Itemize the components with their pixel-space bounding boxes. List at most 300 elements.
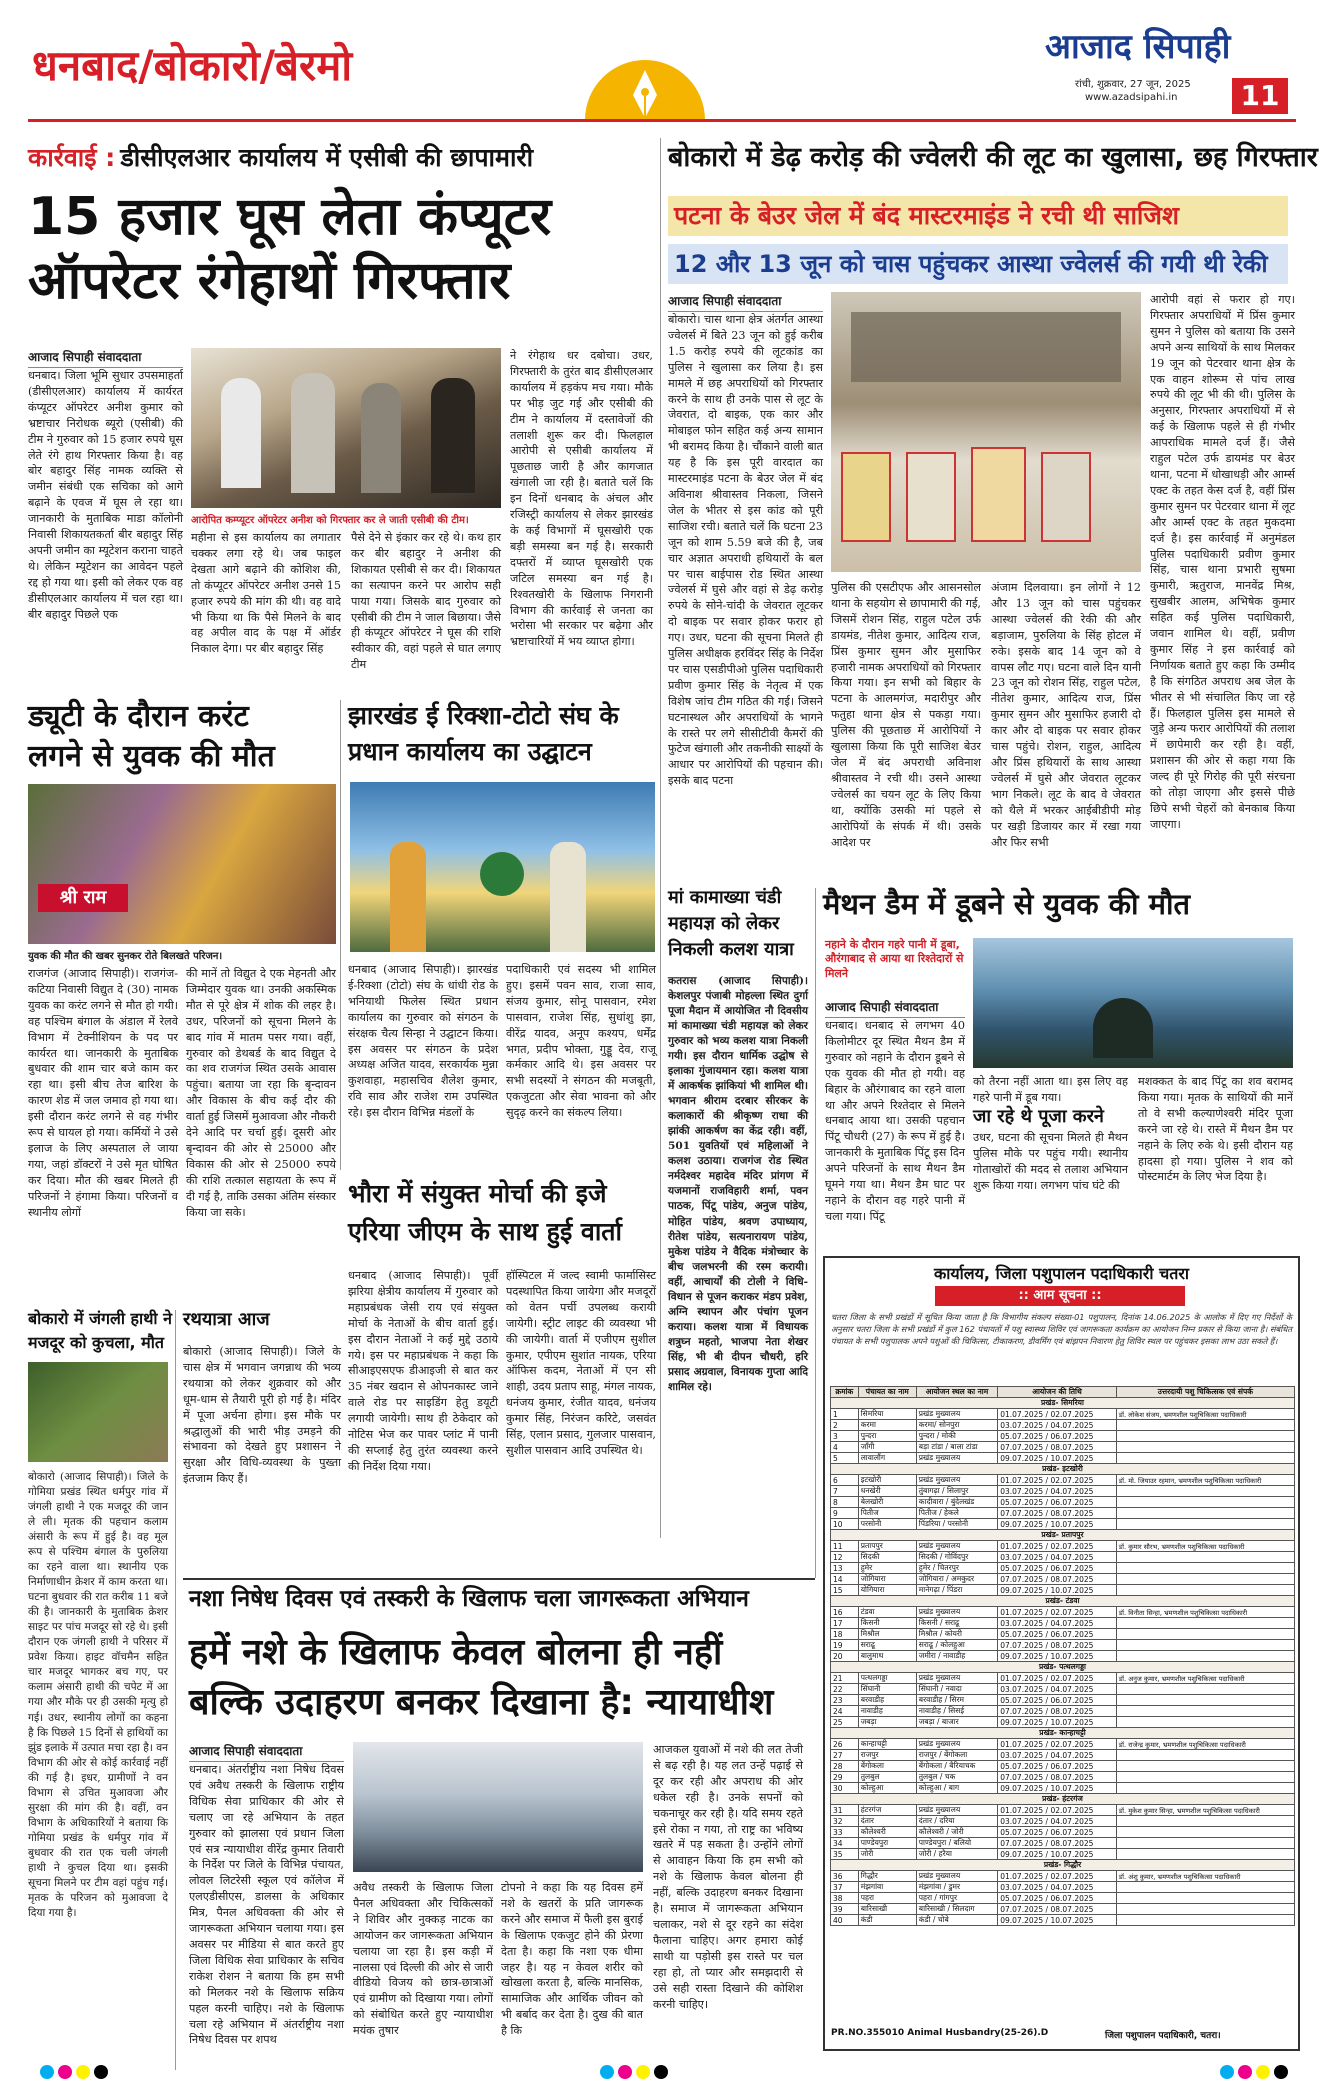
headline-line-1: भौरा में संयुक्त मोर्चा की इजे	[348, 1179, 607, 1208]
notice-table-cell: 07.07.2025 / 08.07.2025	[998, 1838, 1117, 1849]
notice-table-cell	[1116, 1761, 1294, 1772]
notice-table-cell: 26	[831, 1739, 859, 1750]
notice-table-cell: हंटरगंज	[858, 1805, 916, 1816]
notice-table-cell: 5	[831, 1453, 859, 1464]
notice-table-cell: 6	[831, 1475, 859, 1486]
headline-line-2: लगने से युवक की मौत	[28, 739, 275, 774]
notice-table-cell: करमा	[858, 1420, 916, 1431]
notice-table-row	[831, 1486, 1295, 1497]
byline: आजाद सिपाही संवाददाता	[668, 292, 823, 312]
story-bhaura-talks	[348, 1180, 658, 1575]
notice-table-cell: प्रखंड मुख्यालय	[916, 1739, 997, 1750]
notice-table-block-row	[831, 1398, 1295, 1409]
pen-nib-logo	[585, 40, 705, 120]
story-column-2: पदाधिकारी एवं सदस्य भी शामिल हुए। इसमें पवन साव, राजा साव, संजय कुमार, सोनू पासवान, रमेश पासवान, राजेश सिंह, सुधांशु झा, वीरेंद्र यादव, अनूप कश्यप, धर्मेंद्र भगत, प्रदीप भोक्ता, गुड्डू देव, राजू कर्मकार आदि थे। इस अवसर पर सभी सदस्यों ने संगठन की मजबूती, एकजुटता और सेवा भावना को और सुदृढ़ करने का संकल्प लिया।	[506, 963, 656, 1120]
notice-table-cell: 8	[831, 1497, 859, 1508]
notice-table-cell: 03.07.2025 / 04.07.2025	[998, 1816, 1117, 1827]
notice-table-cell: बरवाडीह	[858, 1695, 916, 1706]
notice-block-name: प्रखंड- सिमरिया	[831, 1398, 1295, 1409]
notice-table-cell: 4	[831, 1442, 859, 1453]
notice-table-cell: 03.07.2025 / 04.07.2025	[998, 1486, 1117, 1497]
notice-table-cell: 33	[831, 1827, 859, 1838]
notice-table-row	[831, 1607, 1295, 1618]
notice-table-row	[831, 1739, 1295, 1750]
story-column-4: आजकल युवाओं में नशे की लत तेजी से बढ़ रही है। यह लत उन्हें पढ़ाई से दूर कर रही और अपराध की ओर धकेल रही है। उनके सपनों को चकनाचूर कर रही है। यदि समय रहते इसे रोका न गया, तो राष्ट्र का भविष्य खतरे में पड़ सकता है। उन्होंने लोगों से आवाहन किया कि हम सभी को नशे के खिलाफ केवल बोलना ही नहीं, बल्कि उदाहरण बनकर दिखाना है। समाज में जागरूकता अभियान चलाकर, नशे से दूर रहने का संदेश फैलाना चाहिए। अगर हमारा कोई साथी या पड़ोसी इस रास्ते पर चल रहा हो, तो प्यार और समझदारी से उसे सही रास्ता दिखाने की कोशिश करनी चाहिए।	[653, 1743, 803, 2011]
notice-table-row	[831, 1849, 1295, 1860]
notice-table-cell: 01.07.2025 / 02.07.2025	[998, 1409, 1117, 1420]
story-acb-raid	[28, 140, 653, 685]
elephant-victim-photo	[28, 1362, 168, 1462]
headline-line-2: बल्कि उदाहरण बनकर दिखाना है: न्यायाधीश	[189, 1682, 774, 1723]
notice-table-cell	[1116, 1893, 1294, 1904]
notice-table-row	[831, 1497, 1295, 1508]
notice-table-cell	[1116, 1684, 1294, 1695]
notice-table-cell: 35	[831, 1849, 859, 1860]
headline-line-1: 15 हजार घूस लेता कंप्यूटर	[28, 187, 552, 247]
notice-table-header: आयोजन स्थल का नाम	[916, 1387, 997, 1398]
notice-table-header: आयोजन की तिथि	[998, 1387, 1117, 1398]
notice-table-cell: पहरा	[858, 1893, 916, 1904]
notice-table-cell	[1116, 1453, 1294, 1464]
notice-table-cell: 07.07.2025 / 08.07.2025	[998, 1904, 1117, 1915]
notice-table-cell	[1116, 1431, 1294, 1442]
notice-table-row	[831, 1838, 1295, 1849]
story-column-1: राजगंज (आजाद सिपाही)। राजगंज-कटिया निवासी विद्युत दे (30) नामक युवक का करंट लगने से मौत हो गयी। वह पश्चिम बंगाल के अंडाल में रेलवे विभाग में टेक्नीशियन के पद पर कार्यरत था। जानकारी के मुताबिक बुधवार की शाम चार बजे काम कर रहा था। इसी बीच तेज बारिश के कारण शेड में जल जमाव हो गया था। इसी दौरान करंट लगने से वह गंभीर रूप से घायल हो गया। कर्मियों ने उसे इलाज के लिए अस्पताल ले जाया गया, जहां डॉक्टरों ने उसे मृत घोषित कर दिया। मौत की खबर मिलते ही परिजनों ने हंगामा किया। परिजनों व स्थानीय लोगों	[28, 967, 178, 1219]
masthead	[0, 0, 1325, 120]
notice-table-cell: कादीवारा / बुंदेलखंड	[916, 1497, 997, 1508]
notice-table-cell	[1116, 1563, 1294, 1574]
notice-table-cell: 28	[831, 1761, 859, 1772]
notice-table-cell: डॉ. कुमार सौरभ, भ्रमणशील पशुचिकित्सा पदाधिकारी	[1116, 1541, 1294, 1552]
notice-table-cell	[1116, 1585, 1294, 1596]
notice-table-row	[831, 1717, 1295, 1728]
story-column-4: आरोपी वहां से फरार हो गए। गिरफ्तार अपराधियों में प्रिंस कुमार सुमन ने पुलिस को बताया कि उसने अपने अन्य साथियों के साथ मिलकर 19 जून को पेटरवार थाना क्षेत्र के एक वाहन शोरूम से पांच लाख रुपये की लूट भी की थी। पुलिस के अनुसार, गिरफ्तार अपराधियों में से कई के खिलाफ पहले से ही गंभीर आपराधिक मामले दर्ज हैं। जैसे राहुल पटेल उर्फ डायमंड पर बेउर थाना, पटना में धोखाधड़ी और आर्म्स एक्ट के तहत केस दर्ज है, वहीं प्रिंस कुमार सुमन पर पेटरवार थाना में लूट और आर्म्स एक्ट के तहत मुकदमा दर्ज है। इस कार्रवाई में अनुमंडल पुलिस पदाधिकारी प्रवीण कुमार सिंह, चास थाना प्रभारी सुषमा कुमारी, ऋतुराज, मानवेंद्र मिश्र, सुखबीर आलम, अभिषेक कुमार सहित कई पुलिस पदाधिकारी, जवान शामिल थे। वहीं, प्रवीण कुमार सिंह ने इस कार्रवाई को निर्णायक बताते हुए कहा कि उम्मीद है कि संगठित अपराध अब जेल के भीतर से भी संचालित किए जा रहे हैं। फिलहाल पुलिस इस मामले से जुड़े अन्य फरार आरोपियों की तलाश में छापेमारी कर रही है। वहीं, प्रशासन की ओर से कहा गया कि जल्द ही पूरे गिरोह की पूरी संरचना को तोड़ा जाएगा और इससे पीछे छिपे सभी चेहरों को बेनकाब किया जाएगा।	[1150, 293, 1295, 831]
notice-table-row	[831, 1882, 1295, 1893]
notice-table-cell: तुंबागढ़ा / सिलापुर	[916, 1486, 997, 1497]
notice-block-name: प्रखंड- कान्हाचट्टी	[831, 1728, 1295, 1739]
notice-table-cell: तुलबुल	[858, 1772, 916, 1783]
notice-table-row	[831, 1552, 1295, 1563]
notice-table-cell: 13	[831, 1563, 859, 1574]
acb-arrest-photo	[191, 348, 501, 508]
notice-table-cell	[1116, 1849, 1294, 1860]
notice-table-cell: डॉ. अंशु कुमार, भ्रमणशील पशुचिकित्सा पदाधिकारी	[1116, 1871, 1294, 1882]
notice-table-cell: 09.07.2025 / 10.07.2025	[998, 1453, 1117, 1464]
notice-pr-number: PR.NO.355010 Animal Husbandry(25-26).D	[831, 2028, 1049, 2038]
notice-table-row	[831, 1816, 1295, 1827]
notice-table-cell: पुन्दरा / मोकी	[916, 1431, 997, 1442]
notice-table-row	[831, 1640, 1295, 1651]
notice-table-cell: 10	[831, 1519, 859, 1530]
notice-table-row	[831, 1706, 1295, 1717]
notice-table-cell: किसनी / सराढू	[916, 1618, 997, 1629]
story-column-2: अवैध तस्करी के खिलाफ जिला पैनल अधिवक्ता और चिकित्सकों ने शिविर और नुक्कड़ नाटक का आयोजन कर जागरूकता अभियान चलाया जा रहा है। इस कड़ी में नालसा एवं दिल्ली की ओर से जारी वीडियो विजय को छात्र-छात्राओं एवं ग्रामीण को दिखाया गया। लोगों को संबोधित करते हुए न्यायाधीश मयंक तुषार	[353, 1881, 493, 2038]
notice-table-cell: 3	[831, 1431, 859, 1442]
story-column-1: कतरास (आजाद सिपाही)। केशलपुर पंजाबी मोहल्ला स्थित दुर्गा पूजा मैदान में आयोजित नौ दिवसीय मां कामाख्या चंडी महायज्ञ को लेकर गुरुवार को भव्य कलश यात्रा निकली गयी। इस दौरान धार्मिक उद्घोष से इलाका गुंजायमान रहा। कलश यात्रा में आकर्षक झांकियां भी शामिल थी। भगवान श्रीराम दरबार सीरकर के कलाकारों की श्रीकृष्ण राधा की झांकी आकर्षण का केंद्र रही। वहीं, 501 युवतियों एवं महिलाओं ने कलश उठाया। राजगंज रोड स्थित नर्मदेश्वर महादेव मंदिर प्रांगण में यजमानों राजविहारी शर्मा, पवन पाठक, पिंटू पांडेय, अनुज पांडेय, मोहित पांडेय, श्रवण उपाध्याय, रीतेश पांडेय, सत्यनारायण पांडेय, मुकेश पांडेय ने वैदिक मंत्रोच्चार के बीच जलभरनी की रस्म करायी। वहीं, आचार्यों की टोली ने विधि-विधान से पूजन कराकर मंडप प्रवेश, अग्नि स्थापन और पंचांग पूजन कराया। कलश यात्रा में विधायक शत्रुघ्न महतो, भाजपा नेता शेखर सिंह, भी बी दीपन चौधरी, हरि प्रसाद अग्रवाल, विनायक गुप्ता आदि शामिल रहे।	[668, 975, 808, 1393]
notice-table-row	[831, 1761, 1295, 1772]
notice-table-cell: 7	[831, 1486, 859, 1497]
notice-block-name: प्रखंड- प्रतापपुर	[831, 1530, 1295, 1541]
notice-block-name: प्रखंड- गिद्धौर	[831, 1860, 1295, 1871]
notice-table-row	[831, 1904, 1295, 1915]
notice-table-cell: हुमेर / चितरपुर	[916, 1563, 997, 1574]
notice-table-cell: कौलेश्वरी / जोरी	[916, 1827, 997, 1838]
paper-name: आजाद सिपाही	[1045, 27, 1231, 67]
notice-table-cell: जोगियारा / अमकुदर	[916, 1574, 997, 1585]
headline-line-1: झारखंड ई रिक्शा-टोटो संघ के	[348, 701, 619, 730]
story-column-3: पैसे देने से इंकार कर रहे थे। कथ हार कर बीर बहादुर ने अनीश की शिकायत एसीबी से कर दी। शिकायत का सत्यापन करने पर आरोप सही पाया गया। जिसके बाद गुरुवार को एसीबी की टीम ने जाल बिछाया। जैसे ही कंप्यूटर ऑपरेटर ने घूस की राशि स्वीकार की, वहां पहले से घात लगाए टीम	[351, 531, 501, 672]
notice-table-block-row	[831, 1596, 1295, 1607]
notice-table-row	[831, 1431, 1295, 1442]
story-maithon-drowning	[823, 888, 1300, 1248]
notice-table-cell: मिश्रौल	[858, 1629, 916, 1640]
notice-table-block-row	[831, 1464, 1295, 1475]
notice-table-cell: धनखेरी	[858, 1486, 916, 1497]
notice-table-cell: जोगियारा	[858, 1574, 916, 1585]
page-number: 11	[1232, 78, 1288, 114]
notice-signature: जिला पशुपालन पदाधिकारी, चतरा।	[1105, 2031, 1221, 2041]
notice-table-cell: 07.07.2025 / 08.07.2025	[998, 1574, 1117, 1585]
notice-table-cell: प्रतापपुर	[858, 1541, 916, 1552]
story-kalash-yatra	[668, 888, 808, 1578]
story-column-3: अंजाम दिलवाया। इन लोगों ने 12 और 13 जून को चास पहुंचकर आस्था ज्वेलर्स की रेकी की और बड़ाजाम, पुरुलिया के सिंह होटल में रुके। इसके बाद 14 जून को वे वापस लौट गए। घटना वाले दिन यानी 23 जून को रोशन सिंह, राहुल पटेल, नीतेश कुमार, आदित्य राज, प्रिंस कुमार सुमन और मुसाफिर हजारी दो कार और दो बाइक पर सवार होकर चास पहुंचे। रोशन, राहुल, आदित्य और प्रिंस हथियारों के साथ आस्था ज्वेलर्स में घुसे और जेवरात लूटकर भाग निकले। लूट के बाद वे जेवरात को थैले में भरकर आईबीडीपी मोड़ पर खड़ी डिजायर कार में रखा गया और फिर सभी	[991, 581, 1141, 849]
notice-table-cell: 05.07.2025 / 06.07.2025	[998, 1563, 1117, 1574]
notice-table-row	[831, 1750, 1295, 1761]
story-column-1: बोकारो (आजाद सिपाही)। जिले के चास क्षेत्र में भगवान जगन्नाथ की भव्य रथयात्रा को लेकर शुक्रवार को और धूम-धाम से तैयारी पूरी हो गई है। मंदिर में पूजा अर्चना होगा। इस मौके पर श्रद्धालुओं की भारी भीड़ उमड़ने की संभावना को देखते हुए प्रशासन ने सुरक्षा और विधि-व्यवस्था के पुख्ता इंतजाम किए हैं।	[183, 1345, 341, 1486]
headline-line-2: ऑपरेटर रंगेहाथों गिरफ्तार	[28, 251, 511, 311]
vertical-divider	[660, 138, 661, 1538]
notice-table-row	[831, 1618, 1295, 1629]
notice-table-cell: पितीज	[858, 1508, 916, 1519]
headline-line-1: बोकारो में जंगली हाथी ने	[28, 1309, 173, 1328]
notice-table-cell	[1116, 1497, 1294, 1508]
vertical-divider	[340, 700, 341, 1170]
notice-table-row	[831, 1684, 1295, 1695]
notice-table-cell: 15	[831, 1585, 859, 1596]
notice-table-row	[831, 1772, 1295, 1783]
notice-table-cell: 05.07.2025 / 06.07.2025	[998, 1695, 1117, 1706]
section-rule	[183, 1578, 815, 1580]
notice-table-cell: बारिसाखी	[858, 1904, 916, 1915]
notice-table-cell: जोरी	[858, 1849, 916, 1860]
notice-table-cell	[1116, 1519, 1294, 1530]
vertical-divider	[175, 1310, 176, 2070]
notice-table-block-row	[831, 1794, 1295, 1805]
notice-table-cell	[1116, 1651, 1294, 1662]
notice-table-cell: 38	[831, 1893, 859, 1904]
story-column-4: ने रंगेहाथ धर दबोचा। उधर, गिरफ्तारी के तुरंत बाद डीसीएलआर कार्यालय में हड़कंप मच गया। मौके पर भीड़ जुट गई और एसीबी की टीम ने कार्यालय में दस्तावेजों की तलाशी शुरू कर दी। फिलहाल आरोपी से एसीबी कार्यालय में पूछताछ जारी है और कागजात खंगाली जा रही है। बताते चलें कि इन दिनों धनबाद के अंचल और रजिस्ट्री कार्यालय से लेकर झारखंड के कई विभागों में घूसखोरी एक बड़ी समस्या बन गई है। सरकारी दफ्तरों में व्याप्त घूसखोरी एक जटिल समस्या बन गई है। रिश्वतखोरी के खिलाफ निगरानी विभाग की कार्रवाई से जनता का भरोसा भी सरकार पर बढ़ेगा और भ्रष्टाचारियों में भय व्याप्त होगा।	[510, 349, 653, 649]
notice-table-cell: 17	[831, 1618, 859, 1629]
notice-table-cell: टंडवा	[858, 1607, 916, 1618]
notice-table-cell: डॉ. मुकेश कुमार सिन्हा, भ्रमणशील पशुचिकित्सा पदाधिकारी	[1116, 1805, 1294, 1816]
notice-block-name: प्रखंड- टंडवा	[831, 1596, 1295, 1607]
notice-table-cell: सराढू / कोलहुआ	[916, 1640, 997, 1651]
notice-table-cell: 12	[831, 1552, 859, 1563]
notice-title: :: आम सूचना ::	[935, 1286, 1185, 1306]
headline-line-1: मां कामाख्या चंडी	[668, 887, 782, 908]
notice-table-cell	[1116, 1486, 1294, 1497]
notice-table-row	[831, 1651, 1295, 1662]
notice-table-cell: 09.07.2025 / 10.07.2025	[998, 1651, 1117, 1662]
section-title: धनबाद/बोकारो/बेरमो	[32, 41, 353, 90]
story-column-1: धनबाद (आजाद सिपाही)। झारखंड ई-रिक्शा (टोटो) संघ के धांधी रोड के भनियाथी फिलेस स्थित प्रधान कार्यालय का गुरुवार को संगठन के संरक्षक चैत्य सिन्हा ने उद्घाटन किया। इस अवसर पर संगठन के प्रदेश अध्यक्ष अजित यादव, सरकार्यक मुन्ना कुशवाहा, महासचिव शैलेश कुमार, रवि साव और राजेश राम उपस्थित रहे। इस दौरान विभिन्न मंडलों के	[348, 963, 498, 1120]
notice-table-cell: दंतार / दरिया	[916, 1816, 997, 1827]
notice-table-cell: डॉ. विनीता सिन्हा, भ्रमणशील पशुचिकित्सा पदाधिकारी	[1116, 1607, 1294, 1618]
notice-table-cell: 14	[831, 1574, 859, 1585]
notice-block-name: प्रखंड- हंटरगंज	[831, 1794, 1295, 1805]
notice-table-row	[831, 1695, 1295, 1706]
notice-table-cell: तुलबुल / चक	[916, 1772, 997, 1783]
notice-table-cell: 11	[831, 1541, 859, 1552]
grieving-family-photo: श्री राम	[28, 784, 336, 944]
notice-table-cell: 01.07.2025 / 02.07.2025	[998, 1805, 1117, 1816]
notice-table-cell: बेलखोरी	[858, 1497, 916, 1508]
deck: नहाने के दौरान गहरे पानी में डूबा, औरंगाबाद से आया था रिश्तेदारों से मिलने	[825, 938, 964, 980]
story-column-2: की मानें तो विद्युत दे एक मेहनती और जिम्मेदार युवक था। उनकी अकस्मिक मौत से पूरे क्षेत्र में शोक की लहर है। उधर, परिजनों को सूचना मिलने के बाद गांव में मातम पसर गया। वहीं, गुरुवार को डेथबर्ड के बाद विद्युत दे का शव राजगंज स्थित उसके आवास पहुंचा। बताया जा रहा कि बृन्दावन और विकास के बीच कई दौर की वार्ता हुई जिसमें मुआवजा और नौकरी देने आदि पर चर्चा हुई। दूसरी ओर बृन्दावन की ओर से 25000 और विकास की ओर से 25000 रुपये की राशि तत्काल सहायता के रूप में दी गई है, ताकि उसका अंतिम संस्कार किया जा सके।	[186, 967, 336, 1219]
notice-table-cell: योगियारा	[858, 1585, 916, 1596]
notice-table-cell: बारिसाखी / सिलदाग	[916, 1904, 997, 1915]
notice-table-cell: 05.07.2025 / 06.07.2025	[998, 1431, 1117, 1442]
notice-table-block-row	[831, 1728, 1295, 1739]
notice-table-cell: प्रखंड मुख्यालय	[916, 1541, 997, 1552]
website: www.azadsipahi.in	[1085, 92, 1178, 103]
notice-table-cell	[1116, 1574, 1294, 1585]
notice-table-header: पंचायत का नाम	[858, 1387, 916, 1398]
notice-table-cell: 03.07.2025 / 04.07.2025	[998, 1684, 1117, 1695]
notice-table-cell: 27	[831, 1750, 859, 1761]
notice-table-row	[831, 1893, 1295, 1904]
notice-table-cell: जोरी / हरैया	[916, 1849, 997, 1860]
notice-table-cell: पुन्दरा	[858, 1431, 916, 1442]
notice-table-cell: डॉ. लोकेश संजय, भ्रमणशील पशुचिकित्सा पदाधिकारी	[1116, 1409, 1294, 1420]
notice-table-cell: राजपुर	[858, 1750, 916, 1761]
notice-table-block-row	[831, 1860, 1295, 1871]
notice-table-cell: 9	[831, 1508, 859, 1519]
notice-table-cell: 03.07.2025 / 04.07.2025	[998, 1882, 1117, 1893]
notice-table-cell: 01.07.2025 / 02.07.2025	[998, 1475, 1117, 1486]
inauguration-photo	[350, 782, 655, 952]
headline: बोकारो में डेढ़ करोड़ की ज्वेलरी की लूट का खुलासा, छह गिरफ्तार	[668, 142, 1318, 173]
notice-table-cell: मिश्रौल / कोयरी	[916, 1629, 997, 1640]
notice-table-cell: नावाडीह / सिसई	[916, 1706, 997, 1717]
story-column-1: बोकारो। चास थाना क्षेत्र अंतर्गत आस्था ज्वेलर्स में बिते 23 जून को हुई करीब 1.5 करोड़ रुपये की लूटकांड का पुलिस ने खुलासा कर लिया है। इस मामले में छह अपराधियों को गिरफ्तार करने के साथ ही उनके पास से लूट के जेवरात, दो बाइक, एक कार और मोबाइल फोन सहित कई अन्य सामान भी बरामद किया है। चौंकाने वाली बात यह है कि इस पूरी वारदात का मास्टरमाइंड पटना के बेउर जेल में बंद अविनाश श्रीवास्तव निकला, जिसने जेल के भीतर से इस कांड को पूरी साजिश रची। बताते चलें कि घटना 23 जून को शाम 5.59 बजे की है, जब चार अज्ञात अपराधी हथियारों के बल पर चास बाईपास रोड स्थित आस्था ज्वेलर्स में घुसे और वहां से डेढ़ करोड़ रुपये के सोने-चांदी के जेवरात लूटकर दो बाइक पर सवार होकर फरार हो गए। उधर, घटना की सूचना मिलते ही पुलिस अधीक्षक हरविंदर सिंह के निर्देश पर चास एसडीपीओ पुलिस पदाधिकारी प्रवीण कुमार सिंह के नेतृत्व में एक विशेष जांच टीम गठित की गई। जिसने घटनास्थल और अपराधियों के भागने के रास्ते पर लगे सीसीटीवी कैमरों की फुटेज खंगाली और तकनीकी साक्ष्यों के आधार पर आरोपियों की पहचान की। इसके बाद पटना	[668, 313, 823, 788]
notice-table-cell: पहरा / गांगपुर	[916, 1893, 997, 1904]
notice-table-cell: बेंगोकला	[858, 1761, 916, 1772]
notice-table-row	[831, 1442, 1295, 1453]
notice-table-cell	[1116, 1420, 1294, 1431]
story-column-1: धनबाद। अंतर्राष्ट्रीय नशा निषेध दिवस एवं अवैध तस्करी के खिलाफ राष्ट्रीय विधिक सेवा प्राधिकार की ओर से चलाए जा रहे अभियान के तहत गुरुवार को झालसा एवं प्रधान जिला एवं सत्र न्यायाधीश वीरेंद्र कुमार तिवारी के निर्देश पर जिले के विभिन्न पंचायत, लोवल लिटरेसी स्कूल एवं कॉलेज में एलएडीसीएस, डालसा के अधिकार मित्र, पैनल अधिवक्ता की ओर से जागरूकता अभियान चलाया गया। इस अवसर पर मीडिया से बात करते हुए जिला विधिक सेवा प्राधिकार के सचिव राकेश रोशन ने बताया कि हम सभी को मिलकर नशे के खिलाफ सक्रिय पहल करनी चाहिए। नशे के खिलाफ चला रहे अभियान में अंतर्राष्ट्रीय नशा निषेध दिवस पर शपथ	[189, 1763, 344, 2047]
notice-table-cell: 36	[831, 1871, 859, 1882]
notice-table-row	[831, 1409, 1295, 1420]
notice-table-cell: 25	[831, 1717, 859, 1728]
notice-table-cell	[1116, 1629, 1294, 1640]
notice-table-header: क्रमांक	[831, 1387, 859, 1398]
vertical-divider	[815, 888, 816, 1578]
notice-table-cell: 37	[831, 1882, 859, 1893]
notice-table-cell: कान्हाचट्टी	[858, 1739, 916, 1750]
byline: आजाद सिपाही संवाददाता	[825, 998, 965, 1018]
notice-table-row	[831, 1805, 1295, 1816]
notice-table-cell: 23	[831, 1695, 859, 1706]
notice-table-row	[831, 1585, 1295, 1596]
notice-table-block-row	[831, 1662, 1295, 1673]
notice-table-cell: परसोनी	[858, 1519, 916, 1530]
notice-table-row	[831, 1453, 1295, 1464]
notice-table-cell: 03.07.2025 / 04.07.2025	[998, 1750, 1117, 1761]
story-column-2: पुलिस की एसटीएफ और आसनसोल थाना के सहयोग से छापामारी की गई, जिसमें रोशन सिंह, राहुल पटेल उर्फ डायमंड, नीतेश कुमार, आदित्य राज, प्रिंस कुमार सुमन और मुसाफिर हजारी नामक अपराधियों को गिरफ्तार किया गया। इन सभी को बिहार के पटना के आलमगंज, मदारीपुर और फतुहा थाना क्षेत्र से पकड़ा गया। पुलिस की पूछताछ में आरोपियों ने खुलासा किया कि पूरी साजिश बेउर जेल में बंद अपराधी अविनाश श्रीवास्तव ने रची थी। उसने आस्था ज्वेलर्स का चयन लूट के लिए किया था, क्योंकि उसकी मां पहले से आरोपियों के संपर्क में थी। उसके आदेश पर	[831, 581, 981, 849]
headline-line-1: हमें नशे के खिलाफ केवल बोलना ही नहीं	[189, 1632, 723, 1673]
notice-table-row	[831, 1827, 1295, 1838]
notice-table-cell	[1116, 1508, 1294, 1519]
notice-table-cell: 19	[831, 1640, 859, 1651]
notice-table-cell: 29	[831, 1772, 859, 1783]
notice-table-cell: 39	[831, 1904, 859, 1915]
notice-table-cell: किसनी	[858, 1618, 916, 1629]
notice-table-cell: लावालौंग	[858, 1453, 916, 1464]
notice-table-header: उत्तरदायी पशु चिकित्सक एवं संपर्क	[1116, 1387, 1294, 1398]
notice-table-cell: प्रखंड मुख्यालय	[916, 1607, 997, 1618]
notice-table-cell: 18	[831, 1629, 859, 1640]
notice-block-name: प्रखंड- पत्थलगड्डा	[831, 1662, 1295, 1673]
notice-table-cell: 07.07.2025 / 08.07.2025	[998, 1706, 1117, 1717]
registration-marks-right	[1220, 2064, 1292, 2083]
notice-table-cell: 21	[831, 1673, 859, 1684]
notice-table-block-row	[831, 1530, 1295, 1541]
notice-table-cell: 20	[831, 1651, 859, 1662]
subheadline-1: पटना के बेउर जेल में बंद मास्टरमाइंड ने रची थी साजिश	[668, 196, 1288, 236]
registration-marks-center	[600, 2064, 672, 2083]
notice-table-cell: 1	[831, 1409, 859, 1420]
notice-table-row	[831, 1915, 1295, 1926]
notice-table-cell: 31	[831, 1805, 859, 1816]
notice-table-row	[831, 1475, 1295, 1486]
story-anti-drug	[183, 1582, 815, 2052]
notice-table-cell	[1116, 1904, 1294, 1915]
notice-table-row	[831, 1420, 1295, 1431]
notice-table-cell: कौलेश्वरी	[858, 1827, 916, 1838]
notice-table-cell: प्रखंड मुख्यालय	[916, 1475, 997, 1486]
notice-table-cell	[1116, 1442, 1294, 1453]
notice-table-cell: बरवाडीह / सिरम	[916, 1695, 997, 1706]
story-elephant	[28, 1309, 173, 2070]
kicker: नशा निषेध दिवस एवं तस्करी के खिलाफ चला जागरूकता अभियान	[189, 1586, 749, 1612]
notice-table-cell: 24	[831, 1706, 859, 1717]
notice-table-cell: नावाडीह	[858, 1706, 916, 1717]
notice-table-cell	[1116, 1915, 1294, 1926]
notice-table-cell: प्रखंड मुख्यालय	[916, 1409, 997, 1420]
notice-table-cell: जमीरा / नावाडीह	[916, 1651, 997, 1662]
notice-table-cell: 07.07.2025 / 08.07.2025	[998, 1772, 1117, 1783]
notice-block-name: प्रखंड- इटखोरी	[831, 1464, 1295, 1475]
headline-line-2: मजदूर को कुचला, मौत	[28, 1333, 164, 1352]
notice-intro: चतरा जिला के सभी प्रखंडों में सूचित किया जाता है कि विभागीय संकल्प संख्या-01 पशुपालन, दिनांक 14.06.2025 के आलोक में दिए गए निर्देशों के अनुसार चतरा जिला के सभी प्रखंडों में कुल 162 पंचायतों में पशु स्वास्थ्य शिविर एवं जागरूकता कार्यक्रम का आयोजन निम्न प्रकार से किया जाना है। संबंधित पंचायत के सभी पशुपालक अपने पशुओं की चिकित्सा, टीकाकरण, डीवर्मिंग एवं बांझपन निवारण हेतु शिविर स्थल पर पहुंचकर इसका लाभ उठा सकते हैं।	[831, 1312, 1292, 1346]
kicker-label: कार्रवाई :	[28, 143, 116, 172]
notice-table-cell	[1116, 1552, 1294, 1563]
notice-table-row	[831, 1563, 1295, 1574]
notice-table-cell: सिमरिया	[858, 1409, 916, 1420]
notice-table-cell	[1116, 1717, 1294, 1728]
seized-jewellery-photo	[831, 292, 1141, 572]
notice-table-cell: 01.07.2025 / 02.07.2025	[998, 1607, 1117, 1618]
notice-table-cell: 01.07.2025 / 02.07.2025	[998, 1541, 1117, 1552]
notice-table-row	[831, 1508, 1295, 1519]
notice-table-cell: 34	[831, 1838, 859, 1849]
notice-table-cell	[1116, 1816, 1294, 1827]
story-column-3: मशक्कत के बाद पिंटू का शव बरामद किया गया। मृतक के साथियों की मानें तो वे सभी कल्याणेश्वरी मंदिर पूजा करने जा रहे थे। रास्ते में मैथन डैम पर नहाने के लिए रुके थे। इसी दौरान यह हादसा हो गया। पुलिस ने शव को पोस्टमार्टम के लिए भेज दिया है।	[1138, 1075, 1293, 1184]
notice-table-cell: हुमेर	[858, 1563, 916, 1574]
notice-table-cell: कोल्हुआ / बाग	[916, 1783, 997, 1794]
notice-table-cell: 05.07.2025 / 06.07.2025	[998, 1761, 1117, 1772]
subheadline-2: 12 और 13 जून को चास पहुंचकर आस्था ज्वेलर्स की गयी थी रेकी	[668, 244, 1288, 284]
subhead: जा रहे थे पूजा करने	[973, 1106, 1104, 1127]
notice-table-cell: कोल्हुआ	[858, 1783, 916, 1794]
story-current-death	[28, 700, 338, 1300]
notice-table-cell: जाँगी	[858, 1442, 916, 1453]
registration-marks-left	[40, 2064, 112, 2083]
notice-table-cell: दंतार	[858, 1816, 916, 1827]
notice-table-cell: डॉ. मो. जियाउर रहमान, भ्रमणशील पशुचिकित्सा पदाधिकारी	[1116, 1475, 1294, 1486]
photo-caption: आरोपित कम्प्यूटर ऑपरेटर अनीश को गिरफ्तार कर ले जाती एसीबी की टीम।	[191, 515, 469, 526]
notice-table-cell: 09.07.2025 / 10.07.2025	[998, 1915, 1117, 1926]
notice-table-cell: बालुमाथ	[858, 1651, 916, 1662]
notice-table-cell: पितीज / हेकले	[916, 1508, 997, 1519]
notice-table-cell	[1116, 1640, 1294, 1651]
public-notice-chatra	[823, 1256, 1300, 2051]
notice-table-cell: 32	[831, 1816, 859, 1827]
notice-table-cell: डॉ. राजेन्द्र कुमार, भ्रमणशील पशुचिकित्सा पदाधिकारी	[1116, 1739, 1294, 1750]
notice-table-cell: 09.07.2025 / 10.07.2025	[998, 1585, 1117, 1596]
notice-table-cell: प्रखंड मुख्यालय	[916, 1871, 997, 1882]
story-column-1: धनबाद। जिला भूमि सुधार उपसमाहर्ता (डीसीएलआर) कार्यालय में कार्यरत कंप्यूटर ऑपरेटर अनीश कुमार को भ्रष्टाचार निरोधक ब्यूरो (एसीबी) की टीम ने गुरुवार को 15 हजार रुपये घूस लेते रंगे हाथ गिरफ्तार किया है। वह बोर बहादुर सिंह नामक व्यक्ति से जमीन संबंधी एक सचिका को आगे बढ़ाने के एवज में घूस ले रहा था। जानकारी के मुताबिक माडा कॉलोनी निवासी शिकायतकर्ता बीर बहादुर सिंह अपनी जमीन का म्यूटेशन कराना चाहते थे। लेकिन म्यूटेशन का आवेदन पहले रद्द हो गया था। इसी को लेकर एक वह डीसीएलआर कार्यालय में चल रहा था। बीर बहादुर पिछले एक	[28, 369, 183, 621]
notice-table-cell: कंडी	[858, 1915, 916, 1926]
notice-table-cell: सिंघानी / नवादा	[916, 1684, 997, 1695]
notice-table-cell: 16	[831, 1607, 859, 1618]
headline-line-1: ड्यूटी के दौरान करंट	[28, 699, 249, 734]
headline-line-3: निकली कलश यात्रा	[668, 939, 794, 960]
notice-table	[830, 1386, 1295, 1926]
notice-table-cell: मंझगांवा	[858, 1882, 916, 1893]
notice-table-cell: पाण्डेयपुरा / बलियो	[916, 1838, 997, 1849]
notice-table-cell: 40	[831, 1915, 859, 1926]
notice-table-cell: 2	[831, 1420, 859, 1431]
story-column-3: टोपनो ने कहा कि यह दिवस हमें नशे के खतरों के प्रति जागरूक करने और समाज में फैली इस बुराई के खिलाफ एकजुट होने की प्रेरणा देता है। कहा कि नशा एक धीमा जहर है। यह न केवल शरीर को खोखला करता है, बल्कि मानसिक, सामाजिक और आर्थिक जीवन को भी बर्बाद कर देता है। दुख की बात है कि	[501, 1881, 643, 2038]
notice-table-cell	[1116, 1618, 1294, 1629]
notice-office: कार्यालय, जिला पशुपालन पदाधिकारी चतरा	[933, 1264, 1190, 1283]
headline-line-2: महायज्ञ को लेकर	[668, 913, 780, 934]
photo-caption: युवक की मौत की खबर सुनकर रोते बिलखते परिजन।	[28, 951, 223, 962]
notice-table-cell: 09.07.2025 / 10.07.2025	[998, 1783, 1117, 1794]
notice-table-cell	[1116, 1783, 1294, 1794]
notice-table-cell	[1116, 1882, 1294, 1893]
notice-table-cell: 05.07.2025 / 06.07.2025	[998, 1629, 1117, 1640]
notice-table-cell: सराढू	[858, 1640, 916, 1651]
byline: आजाद सिपाही संवाददाता	[189, 1742, 344, 1762]
notice-table-row	[831, 1541, 1295, 1552]
notice-table-cell: राजपुर / बेंगोकला	[916, 1750, 997, 1761]
headline: रथयात्रा आज	[183, 1309, 270, 1330]
notice-table-cell: 22	[831, 1684, 859, 1695]
notice-table-cell: बेंगोकला / बैरियाचक	[916, 1761, 997, 1772]
story-column-2: हॉस्पिटल में जल्द स्वामी फार्मासिस्ट पदस्थापित किया जायेगा और मजदूरों को वेतन पर्ची उपलब्ध करायी जायेगी। स्ट्रीट लाइट की व्यवस्था भी की जायेगी। वार्ता में एजीएम सुशील कुमार, एपीएम सुशांत नायक, एरिया ऑफिस कदम, नेताओं में एन सी शाही, उदय प्रताप साहू, मंगल नायक, धनंजय कुमार, रंजीत यादव, धनंजय कुमार सिंह, निरंजन करिटे, जसवंत सिंह, एलान प्रसाद, गुलजार पासवान, सुशील पासवान आदि उपस्थित थे।	[506, 1269, 656, 1457]
byline: आजाद सिपाही संवाददाता	[28, 348, 183, 368]
story-column-2b: उधर, घटना की सूचना मिलते ही मैथन पुलिस मौके पर पहुंच गयी। स्थानीय गोताखोरों की मदद से तलाश अभियान शुरू किया गया। लगभग पांच घंटे की	[973, 1131, 1128, 1192]
kicker-text: डीसीएलआर कार्यालय में एसीबी की छापामारी	[120, 143, 534, 172]
notice-table-cell: 09.07.2025 / 10.07.2025	[998, 1849, 1117, 1860]
notice-table-row	[831, 1574, 1295, 1585]
notice-table-cell: 03.07.2025 / 04.07.2025	[998, 1552, 1117, 1563]
notice-table-cell: 07.07.2025 / 08.07.2025	[998, 1640, 1117, 1651]
notice-table-row	[831, 1519, 1295, 1530]
